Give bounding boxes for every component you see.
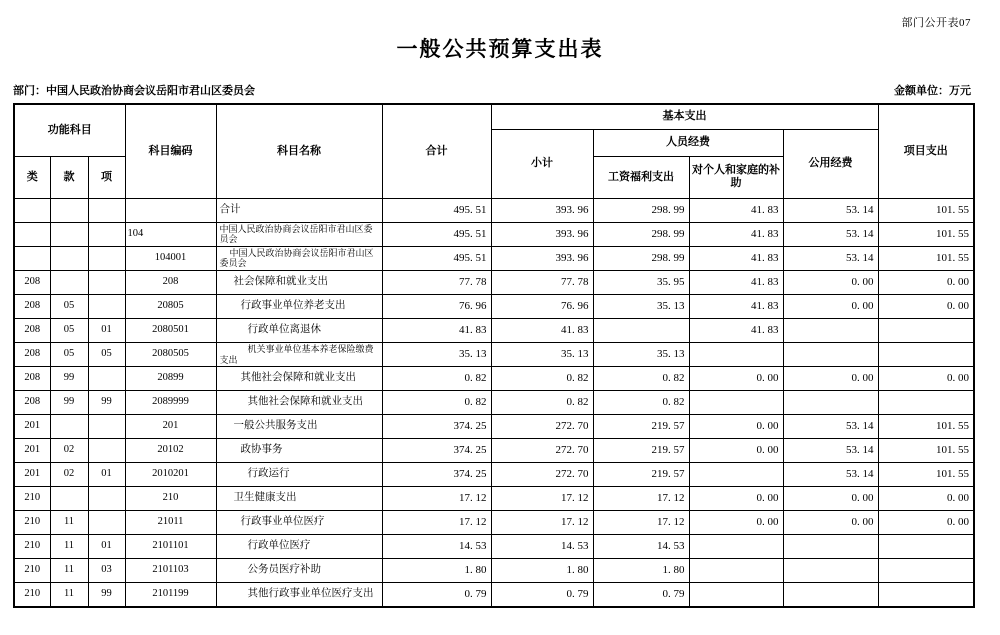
cell-subtotal: 17. 12 [491, 487, 593, 511]
table-row [14, 583, 974, 607]
table-row [14, 439, 974, 463]
cell-subtotal: 393. 96 [491, 222, 593, 246]
cell-project [878, 559, 974, 583]
cell-code: 2101199 [125, 583, 216, 607]
cell-project: 0. 00 [878, 294, 974, 318]
cell-public: 53. 14 [783, 198, 878, 222]
cell-item: 11 [50, 535, 88, 559]
cell-total: 17. 12 [382, 487, 491, 511]
cell-subitem [88, 367, 125, 391]
cell-subsidy [689, 342, 783, 366]
cell-project: 0. 00 [878, 511, 974, 535]
table-row [14, 222, 974, 246]
cell-public [783, 559, 878, 583]
header-individual-family-subsidy: 对个人和家庭的补助 [689, 156, 783, 198]
cell-code: 201 [125, 415, 216, 439]
cell-subsidy: 0. 00 [689, 511, 783, 535]
cell-total: 0. 79 [382, 583, 491, 607]
cell-subitem [88, 487, 125, 511]
cell-project: 101. 55 [878, 415, 974, 439]
budget-table [13, 103, 975, 608]
cell-subsidy: 41. 83 [689, 318, 783, 342]
cell-public: 53. 14 [783, 415, 878, 439]
cell-project: 0. 00 [878, 367, 974, 391]
table-row [14, 270, 974, 294]
cell-code: 20102 [125, 439, 216, 463]
cell-item: 11 [50, 583, 88, 607]
cell-name: 机关事业单位基本养老保险缴费支出 [216, 342, 382, 366]
cell-public [783, 583, 878, 607]
table-row [14, 559, 974, 583]
cell-subtotal: 14. 53 [491, 535, 593, 559]
header-subtotal: 小计 [491, 129, 593, 198]
cell-wages: 219. 57 [593, 463, 689, 487]
table-row [14, 487, 974, 511]
cell-public [783, 535, 878, 559]
cell-name: 行政事业单位医疗 [216, 511, 382, 535]
cell-code: 21011 [125, 511, 216, 535]
cell-project: 0. 00 [878, 270, 974, 294]
cell-total: 1. 80 [382, 559, 491, 583]
cell-project: 101. 55 [878, 463, 974, 487]
cell-wages: 0. 82 [593, 391, 689, 415]
cell-name: 行政单位医疗 [216, 535, 382, 559]
cell-code: 104 [125, 222, 216, 246]
cell-total: 14. 53 [382, 535, 491, 559]
cell-name: 中国人民政治协商会议岳阳市君山区委员会 [216, 222, 382, 246]
cell-category: 208 [14, 318, 50, 342]
header-personnel-funds: 人员经费 [593, 129, 783, 156]
cell-category: 210 [14, 535, 50, 559]
cell-wages: 35. 13 [593, 342, 689, 366]
cell-wages: 17. 12 [593, 487, 689, 511]
cell-subitem [88, 415, 125, 439]
cell-subtotal: 272. 70 [491, 439, 593, 463]
cell-subitem [88, 294, 125, 318]
cell-subtotal: 17. 12 [491, 511, 593, 535]
page-title: 一般公共预算支出表 [396, 37, 604, 61]
cell-public: 0. 00 [783, 487, 878, 511]
cell-code: 2101101 [125, 535, 216, 559]
table-row [14, 415, 974, 439]
table-row [14, 198, 974, 222]
header-wages-welfare: 工资福利支出 [593, 156, 689, 198]
cell-item: 99 [50, 367, 88, 391]
table-row [14, 246, 974, 270]
cell-item: 11 [50, 511, 88, 535]
cell-code: 2010201 [125, 463, 216, 487]
cell-category [14, 198, 50, 222]
cell-project [878, 535, 974, 559]
header-total: 合计 [382, 104, 491, 198]
cell-subtotal: 77. 78 [491, 270, 593, 294]
cell-total: 495. 51 [382, 222, 491, 246]
cell-wages: 298. 99 [593, 222, 689, 246]
table-row [14, 367, 974, 391]
cell-category: 210 [14, 511, 50, 535]
cell-name: 行政运行 [216, 463, 382, 487]
cell-subitem [88, 439, 125, 463]
cell-subsidy [689, 391, 783, 415]
cell-name: 行政单位离退休 [216, 318, 382, 342]
cell-subitem: 99 [88, 391, 125, 415]
table-row [14, 318, 974, 342]
cell-subitem [88, 511, 125, 535]
cell-subsidy: 41. 83 [689, 294, 783, 318]
cell-subitem: 03 [88, 559, 125, 583]
cell-name: 其他行政事业单位医疗支出 [216, 583, 382, 607]
cell-name: 一般公共服务支出 [216, 415, 382, 439]
cell-code: 210 [125, 487, 216, 511]
cell-subtotal: 272. 70 [491, 463, 593, 487]
cell-category: 208 [14, 391, 50, 415]
cell-project [878, 391, 974, 415]
cell-subitem: 05 [88, 342, 125, 366]
cell-subsidy [689, 463, 783, 487]
cell-public: 0. 00 [783, 511, 878, 535]
cell-code: 20805 [125, 294, 216, 318]
cell-public: 53. 14 [783, 439, 878, 463]
cell-category: 210 [14, 583, 50, 607]
cell-total: 17. 12 [382, 511, 491, 535]
header-item: 款 [50, 156, 88, 198]
cell-name: 其他社会保障和就业支出 [216, 391, 382, 415]
cell-total: 374. 25 [382, 415, 491, 439]
cell-code: 2080505 [125, 342, 216, 366]
cell-category: 201 [14, 415, 50, 439]
cell-code: 104001 [125, 246, 216, 270]
cell-public [783, 391, 878, 415]
cell-subsidy: 0. 00 [689, 367, 783, 391]
cell-subtotal: 41. 83 [491, 318, 593, 342]
cell-name: 中国人民政治协商会议岳阳市君山区委员会 [216, 246, 382, 270]
cell-subtotal: 1. 80 [491, 559, 593, 583]
table-row [14, 391, 974, 415]
cell-subtotal: 0. 82 [491, 391, 593, 415]
cell-project [878, 583, 974, 607]
cell-item: 05 [50, 342, 88, 366]
cell-item: 99 [50, 391, 88, 415]
cell-category: 208 [14, 367, 50, 391]
cell-category [14, 222, 50, 246]
cell-subitem [88, 222, 125, 246]
table-body [14, 198, 974, 607]
cell-item: 05 [50, 294, 88, 318]
cell-wages: 17. 12 [593, 511, 689, 535]
header-project-expenditure: 项目支出 [878, 104, 974, 198]
cell-total: 374. 25 [382, 463, 491, 487]
cell-category: 201 [14, 439, 50, 463]
header-subject-code: 科目编码 [125, 104, 216, 198]
table-header [14, 104, 974, 198]
cell-category: 210 [14, 487, 50, 511]
header-subitem: 项 [88, 156, 125, 198]
table-row [14, 342, 974, 366]
cell-category: 201 [14, 463, 50, 487]
cell-project: 101. 55 [878, 439, 974, 463]
cell-wages: 14. 53 [593, 535, 689, 559]
table-row [14, 294, 974, 318]
cell-name: 卫生健康支出 [216, 487, 382, 511]
cell-subtotal: 0. 82 [491, 367, 593, 391]
cell-code: 2101103 [125, 559, 216, 583]
cell-subsidy: 41. 83 [689, 222, 783, 246]
header-category: 类 [14, 156, 50, 198]
cell-wages [593, 318, 689, 342]
cell-subtotal: 272. 70 [491, 415, 593, 439]
cell-item [50, 222, 88, 246]
cell-subtotal: 76. 96 [491, 294, 593, 318]
cell-subsidy: 41. 83 [689, 198, 783, 222]
cell-total: 41. 83 [382, 318, 491, 342]
cell-subsidy: 0. 00 [689, 415, 783, 439]
cell-code [125, 198, 216, 222]
cell-public: 0. 00 [783, 294, 878, 318]
table-row [14, 511, 974, 535]
department-label: 部门：中国人民政治协商会议岳阳市君山区委员会 [13, 85, 255, 97]
cell-subsidy: 0. 00 [689, 439, 783, 463]
cell-category [14, 246, 50, 270]
cell-category: 210 [14, 559, 50, 583]
cell-wages: 219. 57 [593, 415, 689, 439]
cell-project [878, 318, 974, 342]
cell-item: 11 [50, 559, 88, 583]
cell-public [783, 342, 878, 366]
cell-code: 20899 [125, 367, 216, 391]
cell-subtotal: 35. 13 [491, 342, 593, 366]
cell-wages: 298. 99 [593, 198, 689, 222]
meta-row [13, 82, 971, 98]
cell-total: 374. 25 [382, 439, 491, 463]
cell-public: 0. 00 [783, 367, 878, 391]
table-row [14, 535, 974, 559]
cell-code: 2089999 [125, 391, 216, 415]
header-public-funds: 公用经费 [783, 129, 878, 198]
cell-wages: 0. 79 [593, 583, 689, 607]
cell-total: 495. 51 [382, 246, 491, 270]
cell-item [50, 270, 88, 294]
cell-code: 2080501 [125, 318, 216, 342]
header-functional-subject: 功能科目 [14, 104, 125, 156]
doc-number-label: 部门公开表07 [901, 17, 971, 29]
cell-subsidy: 0. 00 [689, 487, 783, 511]
cell-item: 02 [50, 439, 88, 463]
cell-subtotal: 393. 96 [491, 246, 593, 270]
cell-item [50, 415, 88, 439]
cell-project: 101. 55 [878, 222, 974, 246]
cell-project: 0. 00 [878, 487, 974, 511]
cell-project [878, 342, 974, 366]
cell-name: 社会保障和就业支出 [216, 270, 382, 294]
cell-subsidy [689, 583, 783, 607]
header-basic-expenditure: 基本支出 [491, 104, 878, 129]
cell-item [50, 487, 88, 511]
cell-total: 0. 82 [382, 367, 491, 391]
cell-public: 53. 14 [783, 463, 878, 487]
cell-subtotal: 393. 96 [491, 198, 593, 222]
unit-label: 金额单位：万元 [894, 85, 971, 97]
cell-name: 其他社会保障和就业支出 [216, 367, 382, 391]
cell-subsidy [689, 535, 783, 559]
cell-item: 02 [50, 463, 88, 487]
cell-subsidy: 41. 83 [689, 270, 783, 294]
header-subject-name: 科目名称 [216, 104, 382, 198]
cell-subitem [88, 246, 125, 270]
cell-subsidy: 41. 83 [689, 246, 783, 270]
cell-name: 政协事务 [216, 439, 382, 463]
cell-subitem: 99 [88, 583, 125, 607]
cell-public: 0. 00 [783, 270, 878, 294]
cell-subitem [88, 198, 125, 222]
cell-wages: 1. 80 [593, 559, 689, 583]
cell-item: 05 [50, 318, 88, 342]
cell-item [50, 198, 88, 222]
cell-name: 行政事业单位养老支出 [216, 294, 382, 318]
cell-category: 208 [14, 294, 50, 318]
cell-project: 101. 55 [878, 198, 974, 222]
cell-total: 495. 51 [382, 198, 491, 222]
cell-total: 76. 96 [382, 294, 491, 318]
cell-wages: 35. 95 [593, 270, 689, 294]
cell-name: 合计 [216, 198, 382, 222]
cell-name: 公务员医疗补助 [216, 559, 382, 583]
cell-subitem [88, 270, 125, 294]
cell-wages: 35. 13 [593, 294, 689, 318]
cell-subitem: 01 [88, 535, 125, 559]
cell-total: 35. 13 [382, 342, 491, 366]
cell-code: 208 [125, 270, 216, 294]
cell-subitem: 01 [88, 318, 125, 342]
cell-category: 208 [14, 342, 50, 366]
table-row [14, 463, 974, 487]
cell-subtotal: 0. 79 [491, 583, 593, 607]
cell-wages: 219. 57 [593, 439, 689, 463]
cell-wages: 0. 82 [593, 367, 689, 391]
cell-public: 53. 14 [783, 222, 878, 246]
cell-public: 53. 14 [783, 246, 878, 270]
cell-total: 0. 82 [382, 391, 491, 415]
cell-total: 77. 78 [382, 270, 491, 294]
cell-wages: 298. 99 [593, 246, 689, 270]
cell-public [783, 318, 878, 342]
cell-subsidy [689, 559, 783, 583]
cell-subitem: 01 [88, 463, 125, 487]
cell-project: 101. 55 [878, 246, 974, 270]
cell-item [50, 246, 88, 270]
cell-category: 208 [14, 270, 50, 294]
